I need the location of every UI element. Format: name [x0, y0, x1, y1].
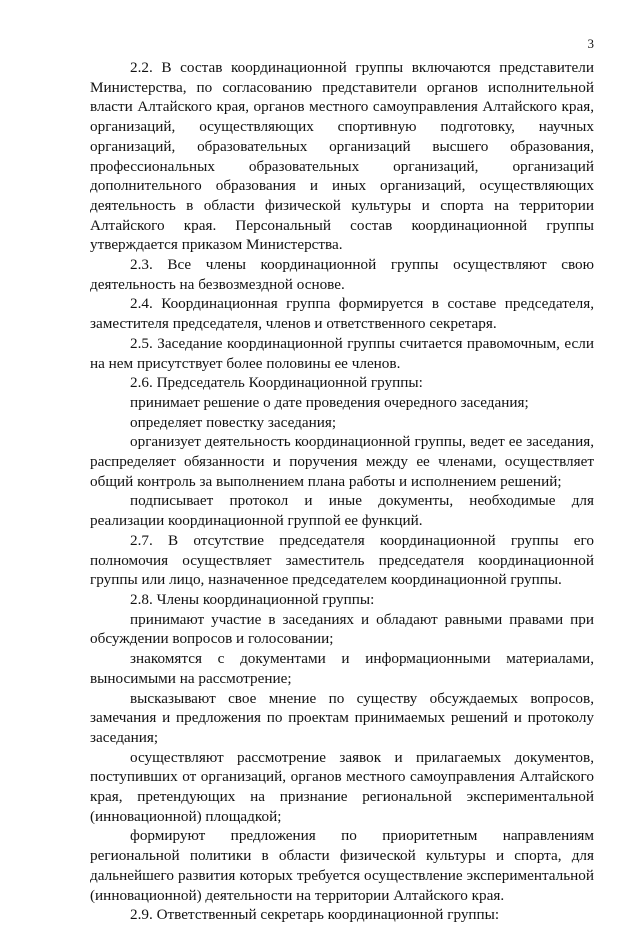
member-duty-item: формируют предложения по приоритетным направлениям региональной политики в области физической культуры и спорта, для дальнейшего развития которых требуется осуществление экспериментальной (инновационной) деятельности на территории Алтайского края.: [90, 827, 594, 904]
chair-duty-item: принимает решение о дате проведения очередного заседания;: [130, 393, 529, 411]
chair-duty-item: организует деятельность координационной группы, ведет ее заседания, распределяет обязанности и поручения между ее членами, осуществляет общий контроль за выполнением плана работы и исполнением решений;: [90, 433, 594, 490]
chair-duty-item: подписывает протокол и иные документы, необходимые для реализации координационной группой ее функций.: [90, 492, 594, 530]
paragraph-2-6-heading: 2.6. Председатель Координационной группы:: [130, 374, 423, 392]
member-duty-item: осуществляют рассмотрение заявок и прилагаемых документов, поступивших от организаций, органов местного самоуправления Алтайского края, претендующих на признание региональной экспериментальной (инновационной) площадкой;: [90, 748, 594, 825]
page-number: 3: [587, 36, 594, 51]
document-body: [90, 58, 594, 925]
paragraph-2-8-heading: 2.8. Члены координационной группы:: [130, 590, 375, 608]
paragraph-2-7: 2.7. В отсутствие председателя координационной группы его полномочия осуществляет заместитель председателя координационной группы или лицо, назначенное председателем координационной группы.: [90, 531, 594, 589]
paragraph-2-4: 2.4. Координационная группа формируется в составе председателя, заместителя председателя, членов и ответственного секретаря.: [90, 295, 594, 333]
paragraph-2-2: 2.2. В состав координационной группы включаются представители Министерства, по согласованию представители органов исполнительной власти Алтайского края, органов местного самоуправления Алтайского края, организаций, осуществляющих спортивную подготовку, научных организаций, образовательных организаций высшего образования, профессиональных образовательных организаций, организаций дополнительного образования и иных организаций, осуществляющих деятельность в области физической культуры и спорта на территории Алтайского края. Персональный состав координационной группы утверждается приказом Министерства.: [90, 59, 594, 254]
member-duty-item: знакомятся с документами и информационными материалами, выносимыми на рассмотрение;: [90, 650, 594, 687]
chair-duty-item: определяет повестку заседания;: [130, 413, 337, 431]
paragraph-2-3: 2.3. Все члены координационной группы осуществляют свою деятельность на безвозмездной основе.: [90, 256, 594, 293]
member-duty-item: принимают участие в заседаниях и обладают равными правами при обсуждении вопросов и голосовании;: [90, 610, 594, 648]
paragraph-2-5: 2.5. Заседание координационной группы считается правомочным, если на нем присутствует более половины ее членов.: [90, 334, 594, 372]
paragraph-2-9-heading: 2.9. Ответственный секретарь координационной группы:: [130, 906, 500, 924]
member-duty-item: высказывают свое мнение по существу обсуждаемых вопросов, замечания и предложения по проектам принимаемых решений и протоколу заседания;: [90, 689, 594, 746]
